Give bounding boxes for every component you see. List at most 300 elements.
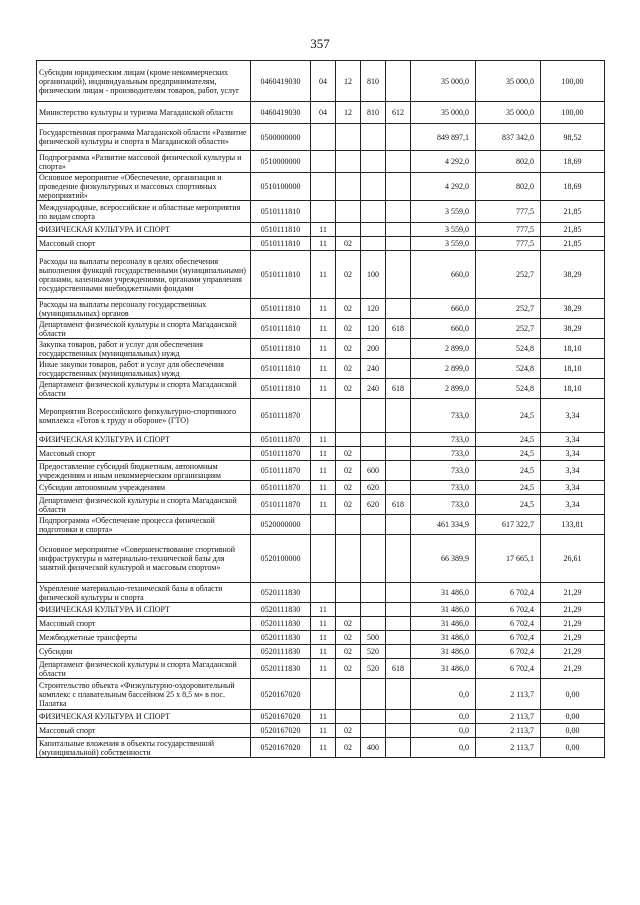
cell-executed: 24,5 bbox=[476, 495, 541, 515]
cell-planned: 660,0 bbox=[411, 319, 476, 339]
cell-subsection: 02 bbox=[336, 724, 361, 738]
cell-expense-type bbox=[361, 603, 386, 617]
table-row bbox=[37, 710, 605, 724]
cell-expense-type bbox=[361, 617, 386, 631]
cell-section: 11 bbox=[311, 447, 336, 461]
cell-administrator bbox=[386, 515, 411, 535]
cell-expense-type bbox=[361, 173, 386, 201]
cell-target-item: 0510111810 bbox=[251, 319, 311, 339]
cell-section bbox=[311, 173, 336, 201]
cell-administrator bbox=[386, 124, 411, 151]
cell-section bbox=[311, 201, 336, 223]
cell-subsection bbox=[336, 124, 361, 151]
cell-administrator bbox=[386, 679, 411, 710]
cell-planned: 35 000,0 bbox=[411, 61, 476, 102]
cell-executed: 6 702,4 bbox=[476, 645, 541, 659]
table-row bbox=[37, 151, 605, 173]
cell-expense-type: 620 bbox=[361, 495, 386, 515]
cell-section: 11 bbox=[311, 359, 336, 379]
cell-name: Строительство объекта «Физкультурно-оздоровительный комплекс с плавательным бассейном 25 х 8,5 м» в пос. Палатка bbox=[37, 679, 251, 710]
table-row bbox=[37, 724, 605, 738]
cell-name: Массовый спорт bbox=[37, 447, 251, 461]
cell-administrator bbox=[386, 583, 411, 603]
cell-administrator bbox=[386, 151, 411, 173]
cell-planned: 733,0 bbox=[411, 399, 476, 433]
cell-planned: 733,0 bbox=[411, 461, 476, 481]
table-row bbox=[37, 631, 605, 645]
cell-executed: 2 113,7 bbox=[476, 710, 541, 724]
cell-administrator bbox=[386, 251, 411, 299]
cell-executed: 252,7 bbox=[476, 319, 541, 339]
cell-name: Основное мероприятие «Обеспечение, организация и проведение физкультурных и массовых спортивных мероприятий» bbox=[37, 173, 251, 201]
table-row bbox=[37, 679, 605, 710]
cell-planned: 66 389,9 bbox=[411, 535, 476, 583]
cell-name: Основное мероприятие «Совершенствование спортивной инфраструктуры и материально-технической базы для занятий физической культурой и массовым спортом» bbox=[37, 535, 251, 583]
cell-planned: 2 899,0 bbox=[411, 379, 476, 399]
cell-administrator bbox=[386, 339, 411, 359]
table-row bbox=[37, 61, 605, 102]
cell-expense-type: 810 bbox=[361, 102, 386, 124]
table-row bbox=[37, 603, 605, 617]
cell-name: Массовый спорт bbox=[37, 617, 251, 631]
cell-name: Подпрограмма «Обеспечение процесса физической подготовки и спорта» bbox=[37, 515, 251, 535]
cell-percent: 21,29 bbox=[541, 631, 605, 645]
cell-expense-type bbox=[361, 447, 386, 461]
cell-administrator bbox=[386, 738, 411, 758]
cell-section: 11 bbox=[311, 223, 336, 237]
cell-executed: 777,5 bbox=[476, 223, 541, 237]
cell-name: Департамент физической культуры и спорта Магаданской области bbox=[37, 319, 251, 339]
cell-planned: 733,0 bbox=[411, 447, 476, 461]
cell-section: 11 bbox=[311, 495, 336, 515]
table-row bbox=[37, 201, 605, 223]
cell-target-item: 0520111830 bbox=[251, 645, 311, 659]
cell-target-item: 0510111870 bbox=[251, 481, 311, 495]
cell-executed: 252,7 bbox=[476, 251, 541, 299]
cell-executed: 524,8 bbox=[476, 379, 541, 399]
cell-executed: 6 702,4 bbox=[476, 617, 541, 631]
cell-administrator bbox=[386, 237, 411, 251]
cell-target-item: 0520111830 bbox=[251, 631, 311, 645]
cell-percent: 21,29 bbox=[541, 617, 605, 631]
cell-administrator bbox=[386, 433, 411, 447]
cell-subsection: 02 bbox=[336, 319, 361, 339]
cell-executed: 2 113,7 bbox=[476, 738, 541, 758]
cell-executed: 802,0 bbox=[476, 173, 541, 201]
cell-section: 11 bbox=[311, 319, 336, 339]
cell-name: Субсидии юридическим лицам (кроме некоммерческих организаций), индивидуальным предпринимателям, физическим лицам - производителям товаров, работ, услуг bbox=[37, 61, 251, 102]
cell-section: 11 bbox=[311, 659, 336, 679]
cell-target-item: 0510111870 bbox=[251, 399, 311, 433]
cell-planned: 660,0 bbox=[411, 299, 476, 319]
cell-expense-type bbox=[361, 433, 386, 447]
cell-section: 11 bbox=[311, 379, 336, 399]
cell-percent: 0,00 bbox=[541, 724, 605, 738]
cell-percent: 38,29 bbox=[541, 319, 605, 339]
cell-section: 11 bbox=[311, 237, 336, 251]
cell-executed: 777,5 bbox=[476, 237, 541, 251]
cell-percent: 21,29 bbox=[541, 583, 605, 603]
table-row bbox=[37, 339, 605, 359]
cell-planned: 0,0 bbox=[411, 710, 476, 724]
cell-executed: 35 000,0 bbox=[476, 102, 541, 124]
cell-expense-type: 120 bbox=[361, 319, 386, 339]
cell-administrator bbox=[386, 359, 411, 379]
cell-section bbox=[311, 583, 336, 603]
cell-section: 11 bbox=[311, 251, 336, 299]
cell-planned: 35 000,0 bbox=[411, 102, 476, 124]
cell-expense-type: 240 bbox=[361, 359, 386, 379]
cell-percent: 100,00 bbox=[541, 102, 605, 124]
cell-subsection: 02 bbox=[336, 251, 361, 299]
cell-section: 11 bbox=[311, 617, 336, 631]
table-row bbox=[37, 515, 605, 535]
cell-name: ФИЗИЧЕСКАЯ КУЛЬТУРА И СПОРТ bbox=[37, 710, 251, 724]
cell-executed: 6 702,4 bbox=[476, 583, 541, 603]
cell-percent: 3,34 bbox=[541, 399, 605, 433]
cell-subsection: 02 bbox=[336, 617, 361, 631]
cell-planned: 0,0 bbox=[411, 738, 476, 758]
cell-expense-type bbox=[361, 724, 386, 738]
cell-section: 11 bbox=[311, 339, 336, 359]
cell-expense-type bbox=[361, 679, 386, 710]
cell-target-item: 0510111810 bbox=[251, 251, 311, 299]
cell-expense-type: 520 bbox=[361, 645, 386, 659]
cell-target-item: 0510111870 bbox=[251, 495, 311, 515]
cell-subsection bbox=[336, 173, 361, 201]
cell-administrator: 618 bbox=[386, 495, 411, 515]
cell-section: 11 bbox=[311, 299, 336, 319]
cell-section bbox=[311, 679, 336, 710]
cell-section bbox=[311, 151, 336, 173]
cell-name: Международные, всероссийские и областные мероприятия по видам спорта bbox=[37, 201, 251, 223]
cell-expense-type bbox=[361, 124, 386, 151]
cell-administrator bbox=[386, 481, 411, 495]
cell-subsection bbox=[336, 583, 361, 603]
table-row bbox=[37, 299, 605, 319]
cell-name: Массовый спорт bbox=[37, 724, 251, 738]
table-row bbox=[37, 447, 605, 461]
table-row bbox=[37, 535, 605, 583]
cell-subsection: 02 bbox=[336, 645, 361, 659]
cell-section: 11 bbox=[311, 481, 336, 495]
cell-executed: 524,8 bbox=[476, 359, 541, 379]
page-number: 357 bbox=[310, 36, 330, 51]
cell-name: Капитальные вложения в объекты государственной (муниципальной) собственности bbox=[37, 738, 251, 758]
cell-administrator bbox=[386, 299, 411, 319]
cell-planned: 3 559,0 bbox=[411, 201, 476, 223]
budget-table bbox=[36, 60, 605, 758]
cell-executed: 802,0 bbox=[476, 151, 541, 173]
cell-percent: 0,00 bbox=[541, 679, 605, 710]
cell-subsection: 02 bbox=[336, 299, 361, 319]
cell-executed: 6 702,4 bbox=[476, 603, 541, 617]
cell-percent: 26,61 bbox=[541, 535, 605, 583]
cell-percent: 21,29 bbox=[541, 603, 605, 617]
cell-subsection: 02 bbox=[336, 359, 361, 379]
cell-expense-type: 810 bbox=[361, 61, 386, 102]
cell-subsection: 02 bbox=[336, 738, 361, 758]
cell-subsection bbox=[336, 679, 361, 710]
cell-subsection bbox=[336, 710, 361, 724]
cell-name: Массовый спорт bbox=[37, 237, 251, 251]
cell-subsection bbox=[336, 515, 361, 535]
table-row bbox=[37, 102, 605, 124]
cell-section: 11 bbox=[311, 645, 336, 659]
cell-target-item: 0510111870 bbox=[251, 447, 311, 461]
cell-target-item: 0510111870 bbox=[251, 461, 311, 481]
cell-expense-type: 200 bbox=[361, 339, 386, 359]
cell-percent: 21,85 bbox=[541, 201, 605, 223]
cell-section bbox=[311, 535, 336, 583]
cell-executed: 252,7 bbox=[476, 299, 541, 319]
cell-percent: 0,00 bbox=[541, 710, 605, 724]
cell-target-item: 0520000000 bbox=[251, 515, 311, 535]
cell-planned: 733,0 bbox=[411, 495, 476, 515]
cell-administrator: 618 bbox=[386, 379, 411, 399]
cell-target-item: 0520111830 bbox=[251, 603, 311, 617]
cell-administrator bbox=[386, 724, 411, 738]
cell-administrator bbox=[386, 461, 411, 481]
cell-percent: 3,34 bbox=[541, 495, 605, 515]
table-row bbox=[37, 461, 605, 481]
cell-expense-type bbox=[361, 535, 386, 583]
cell-administrator: 612 bbox=[386, 102, 411, 124]
cell-expense-type: 620 bbox=[361, 481, 386, 495]
cell-subsection bbox=[336, 535, 361, 583]
cell-target-item: 0510000000 bbox=[251, 151, 311, 173]
cell-subsection: 12 bbox=[336, 61, 361, 102]
cell-planned: 3 559,0 bbox=[411, 237, 476, 251]
table-row bbox=[37, 738, 605, 758]
cell-name: ФИЗИЧЕСКАЯ КУЛЬТУРА И СПОРТ bbox=[37, 433, 251, 447]
cell-administrator: 618 bbox=[386, 319, 411, 339]
cell-percent: 3,34 bbox=[541, 461, 605, 481]
cell-target-item: 0510111810 bbox=[251, 299, 311, 319]
cell-section: 11 bbox=[311, 433, 336, 447]
cell-name: Департамент физической культуры и спорта Магаданской области bbox=[37, 495, 251, 515]
cell-section: 04 bbox=[311, 61, 336, 102]
cell-planned: 31 486,0 bbox=[411, 631, 476, 645]
cell-planned: 31 486,0 bbox=[411, 583, 476, 603]
table-row bbox=[37, 659, 605, 679]
cell-subsection: 02 bbox=[336, 495, 361, 515]
cell-name: Иные закупки товаров, работ и услуг для обеспечения государственных (муниципальных) нужд bbox=[37, 359, 251, 379]
cell-percent: 3,34 bbox=[541, 433, 605, 447]
table-row bbox=[37, 617, 605, 631]
cell-percent: 21,29 bbox=[541, 645, 605, 659]
cell-target-item: 0460419030 bbox=[251, 61, 311, 102]
cell-target-item: 0500000000 bbox=[251, 124, 311, 151]
cell-expense-type: 600 bbox=[361, 461, 386, 481]
cell-planned: 461 334,9 bbox=[411, 515, 476, 535]
cell-subsection: 12 bbox=[336, 102, 361, 124]
cell-percent: 18,10 bbox=[541, 339, 605, 359]
cell-name: Расходы на выплаты персоналу в целях обеспечения выполнения функций государственными (муниципальными) органами, казенными учреждениями, органами управления государственными внебюджетными фондами bbox=[37, 251, 251, 299]
cell-executed: 6 702,4 bbox=[476, 631, 541, 645]
cell-planned: 31 486,0 bbox=[411, 645, 476, 659]
cell-executed: 17 665,1 bbox=[476, 535, 541, 583]
cell-percent: 38,29 bbox=[541, 251, 605, 299]
cell-subsection: 02 bbox=[336, 339, 361, 359]
cell-target-item: 0510111810 bbox=[251, 339, 311, 359]
cell-expense-type bbox=[361, 223, 386, 237]
table-row bbox=[37, 124, 605, 151]
cell-target-item: 0510111810 bbox=[251, 359, 311, 379]
cell-administrator bbox=[386, 61, 411, 102]
cell-subsection bbox=[336, 223, 361, 237]
table-row bbox=[37, 173, 605, 201]
cell-percent: 21,85 bbox=[541, 237, 605, 251]
cell-percent: 18,69 bbox=[541, 173, 605, 201]
cell-expense-type bbox=[361, 515, 386, 535]
cell-planned: 3 559,0 bbox=[411, 223, 476, 237]
cell-administrator bbox=[386, 447, 411, 461]
cell-executed: 24,5 bbox=[476, 399, 541, 433]
cell-target-item: 0520167020 bbox=[251, 679, 311, 710]
cell-expense-type: 520 bbox=[361, 659, 386, 679]
cell-planned: 4 292,0 bbox=[411, 173, 476, 201]
table-row bbox=[37, 379, 605, 399]
cell-subsection: 02 bbox=[336, 379, 361, 399]
cell-percent: 3,34 bbox=[541, 447, 605, 461]
cell-target-item: 0510100000 bbox=[251, 173, 311, 201]
cell-target-item: 0520111830 bbox=[251, 583, 311, 603]
cell-executed: 837 342,0 bbox=[476, 124, 541, 151]
cell-section: 11 bbox=[311, 710, 336, 724]
cell-name: Департамент физической культуры и спорта Магаданской области bbox=[37, 379, 251, 399]
cell-name: Субсидии bbox=[37, 645, 251, 659]
cell-planned: 4 292,0 bbox=[411, 151, 476, 173]
cell-expense-type bbox=[361, 151, 386, 173]
cell-executed: 35 000,0 bbox=[476, 61, 541, 102]
cell-planned: 733,0 bbox=[411, 481, 476, 495]
cell-subsection bbox=[336, 433, 361, 447]
cell-target-item: 0510111870 bbox=[251, 433, 311, 447]
cell-expense-type: 100 bbox=[361, 251, 386, 299]
cell-percent: 3,34 bbox=[541, 481, 605, 495]
cell-subsection bbox=[336, 603, 361, 617]
cell-planned: 0,0 bbox=[411, 724, 476, 738]
cell-percent: 98,52 bbox=[541, 124, 605, 151]
cell-name: Закупка товаров, работ и услуг для обеспечения государственных (муниципальных) нужд bbox=[37, 339, 251, 359]
cell-administrator bbox=[386, 617, 411, 631]
table-row bbox=[37, 481, 605, 495]
cell-name: Министерство культуры и туризма Магаданской области bbox=[37, 102, 251, 124]
cell-name: Расходы на выплаты персоналу государственных (муниципальных) органов bbox=[37, 299, 251, 319]
table-row bbox=[37, 251, 605, 299]
cell-administrator bbox=[386, 223, 411, 237]
cell-subsection bbox=[336, 399, 361, 433]
cell-expense-type bbox=[361, 237, 386, 251]
cell-expense-type bbox=[361, 201, 386, 223]
table-row bbox=[37, 223, 605, 237]
cell-administrator bbox=[386, 645, 411, 659]
cell-subsection: 02 bbox=[336, 461, 361, 481]
cell-subsection: 02 bbox=[336, 481, 361, 495]
cell-percent: 21,29 bbox=[541, 659, 605, 679]
cell-section: 11 bbox=[311, 461, 336, 481]
cell-executed: 24,5 bbox=[476, 461, 541, 481]
cell-target-item: 0520100000 bbox=[251, 535, 311, 583]
cell-target-item: 0520167020 bbox=[251, 738, 311, 758]
cell-executed: 777,5 bbox=[476, 201, 541, 223]
cell-section: 11 bbox=[311, 738, 336, 758]
cell-name: ФИЗИЧЕСКАЯ КУЛЬТУРА И СПОРТ bbox=[37, 223, 251, 237]
cell-percent: 21,85 bbox=[541, 223, 605, 237]
cell-planned: 660,0 bbox=[411, 251, 476, 299]
cell-planned: 2 899,0 bbox=[411, 339, 476, 359]
cell-name: Мероприятия Всероссийского физкультурно-спортивного комплекса «Готов к труду и обороне» (ГТО) bbox=[37, 399, 251, 433]
cell-administrator bbox=[386, 399, 411, 433]
cell-executed: 524,8 bbox=[476, 339, 541, 359]
cell-subsection: 02 bbox=[336, 447, 361, 461]
cell-target-item: 0510111810 bbox=[251, 379, 311, 399]
cell-percent: 100,00 bbox=[541, 61, 605, 102]
cell-section bbox=[311, 515, 336, 535]
cell-administrator bbox=[386, 603, 411, 617]
cell-section bbox=[311, 399, 336, 433]
cell-target-item: 0460419030 bbox=[251, 102, 311, 124]
cell-executed: 24,5 bbox=[476, 481, 541, 495]
cell-expense-type bbox=[361, 583, 386, 603]
table-row bbox=[37, 237, 605, 251]
cell-percent: 0,00 bbox=[541, 738, 605, 758]
cell-percent: 133,81 bbox=[541, 515, 605, 535]
cell-name: Департамент физической культуры и спорта Магаданской области bbox=[37, 659, 251, 679]
table-row bbox=[37, 399, 605, 433]
cell-target-item: 0510111810 bbox=[251, 223, 311, 237]
cell-subsection: 02 bbox=[336, 659, 361, 679]
cell-section: 04 bbox=[311, 102, 336, 124]
cell-name: Субсидии автономным учреждениям bbox=[37, 481, 251, 495]
cell-target-item: 0520167020 bbox=[251, 724, 311, 738]
cell-planned: 0,0 bbox=[411, 679, 476, 710]
cell-expense-type bbox=[361, 399, 386, 433]
table-row bbox=[37, 583, 605, 603]
cell-subsection bbox=[336, 201, 361, 223]
cell-planned: 2 899,0 bbox=[411, 359, 476, 379]
cell-target-item: 0520111830 bbox=[251, 659, 311, 679]
cell-target-item: 0510111810 bbox=[251, 201, 311, 223]
cell-name: Подпрограмма «Развитие массовой физической культуры и спорта» bbox=[37, 151, 251, 173]
cell-percent: 18,10 bbox=[541, 379, 605, 399]
cell-executed: 2 113,7 bbox=[476, 724, 541, 738]
cell-executed: 617 322,7 bbox=[476, 515, 541, 535]
cell-name: Государственная программа Магаданской области «Развитие физической культуры и спорта в Магаданской области» bbox=[37, 124, 251, 151]
cell-administrator bbox=[386, 710, 411, 724]
cell-executed: 6 702,4 bbox=[476, 659, 541, 679]
cell-expense-type: 400 bbox=[361, 738, 386, 758]
cell-percent: 18,69 bbox=[541, 151, 605, 173]
table-row bbox=[37, 495, 605, 515]
cell-expense-type: 120 bbox=[361, 299, 386, 319]
table-row bbox=[37, 359, 605, 379]
cell-subsection bbox=[336, 151, 361, 173]
cell-planned: 849 897,1 bbox=[411, 124, 476, 151]
cell-planned: 31 486,0 bbox=[411, 617, 476, 631]
cell-target-item: 0520167020 bbox=[251, 710, 311, 724]
cell-executed: 24,5 bbox=[476, 447, 541, 461]
cell-administrator bbox=[386, 631, 411, 645]
cell-administrator bbox=[386, 535, 411, 583]
cell-section: 11 bbox=[311, 724, 336, 738]
table-body bbox=[37, 61, 605, 758]
cell-expense-type: 240 bbox=[361, 379, 386, 399]
cell-target-item: 0510111810 bbox=[251, 237, 311, 251]
cell-planned: 733,0 bbox=[411, 433, 476, 447]
cell-administrator bbox=[386, 173, 411, 201]
